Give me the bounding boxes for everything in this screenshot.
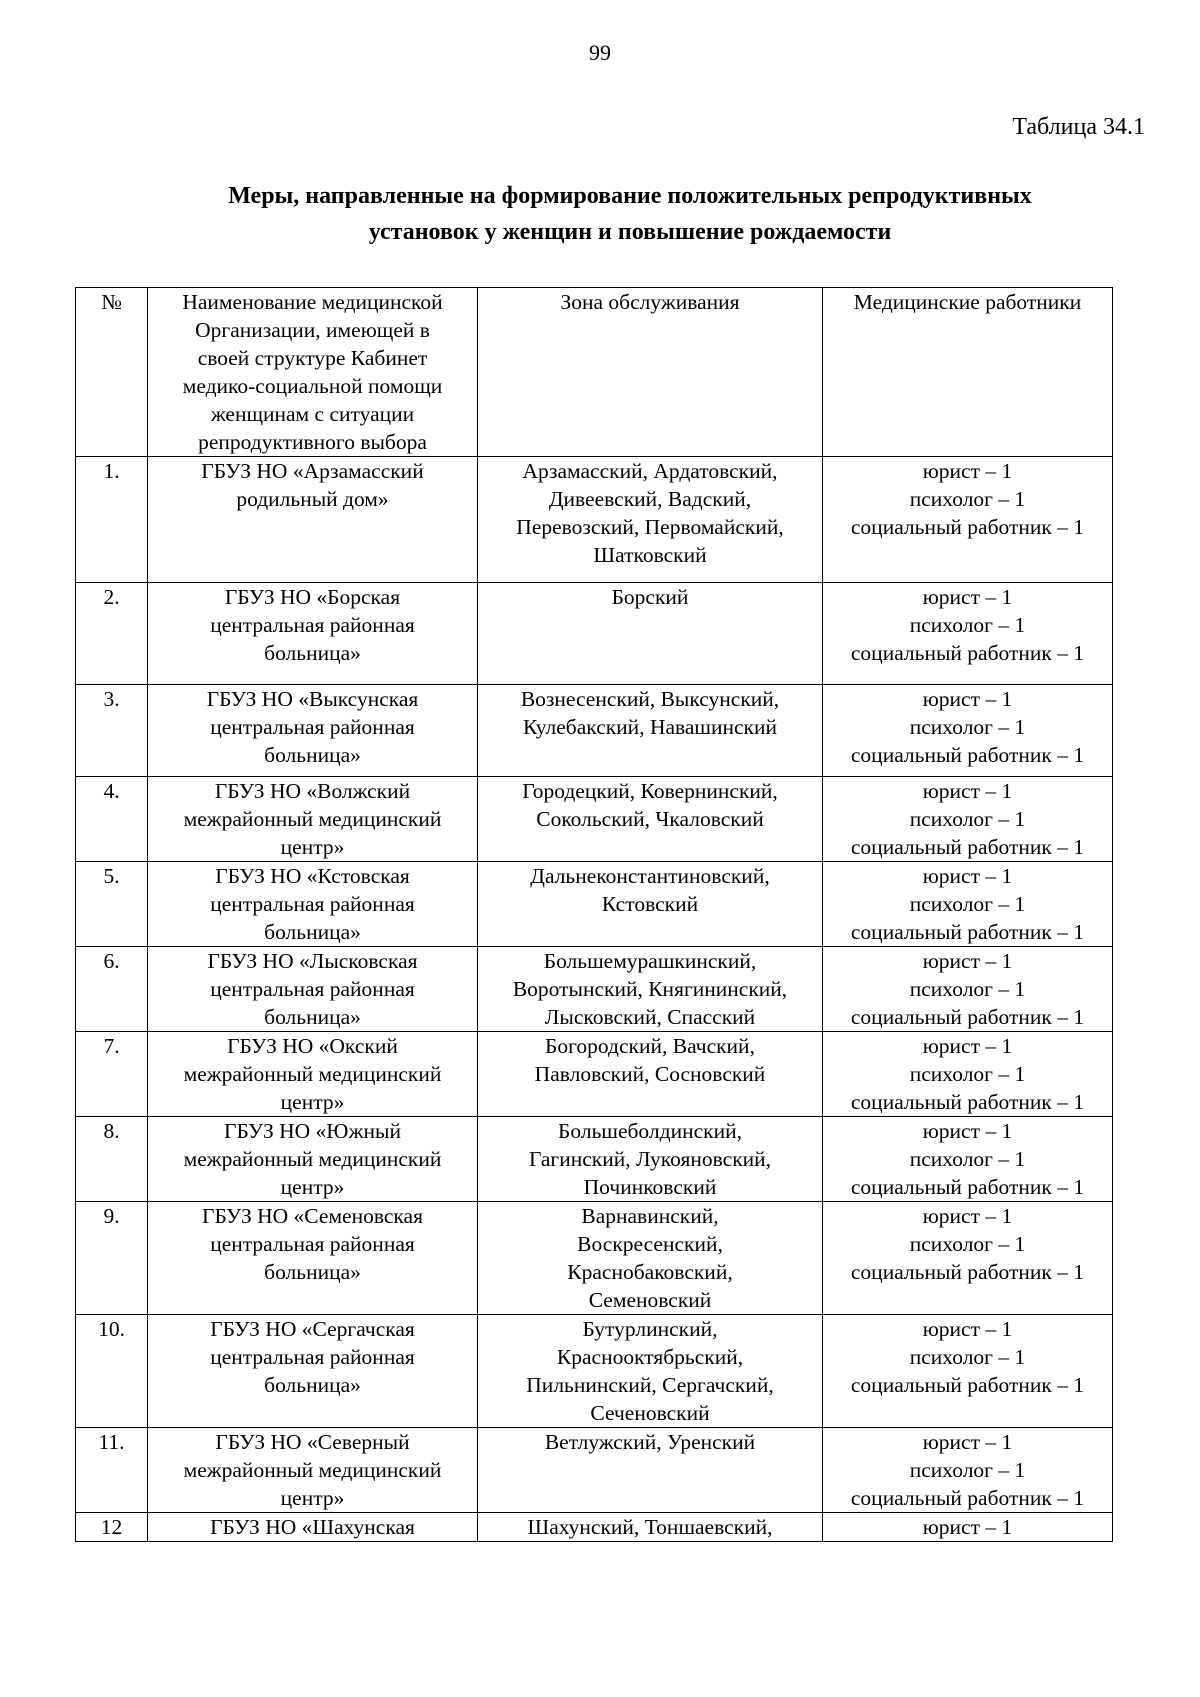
cell-line: 11. xyxy=(98,1430,125,1454)
cell-line: Шатковский xyxy=(593,543,707,567)
header-line: женщинам с ситуации xyxy=(210,402,415,426)
cell-line: социальный работник – 1 xyxy=(850,1175,1085,1199)
cell-line: социальный работник – 1 xyxy=(850,1260,1085,1284)
cell-line: Большеболдинский, xyxy=(558,1119,742,1143)
table-row xyxy=(76,1315,1113,1428)
cell-line: Арзамасский, Ардатовский, xyxy=(522,459,778,483)
header-line: № xyxy=(101,290,122,314)
cell-organization xyxy=(148,1513,478,1542)
table-row xyxy=(76,947,1113,1032)
header-line: Организации, имеющей в xyxy=(195,318,430,342)
cell-line: психолог – 1 xyxy=(909,613,1026,637)
cell-line: Лысковский, Спасский xyxy=(544,1005,756,1029)
cell-service-zone xyxy=(478,1032,823,1117)
table-row xyxy=(76,1202,1113,1315)
cell-line: центральная районная xyxy=(210,977,415,1001)
cell-line: психолог – 1 xyxy=(909,1062,1026,1086)
cell-line: 1. xyxy=(103,459,120,483)
cell-line: Воротынский, Княгининский, xyxy=(512,977,788,1001)
cell-line: Шахунский, Тоншаевский, xyxy=(527,1515,773,1539)
cell-number xyxy=(76,1428,148,1513)
cell-number xyxy=(76,583,148,685)
cell-line: юрист – 1 xyxy=(922,459,1013,483)
cell-line: юрист – 1 xyxy=(922,1204,1013,1228)
cell-service-zone xyxy=(478,1202,823,1315)
table-row xyxy=(76,1032,1113,1117)
cell-medical-staff xyxy=(823,1117,1113,1202)
cell-service-zone xyxy=(478,685,823,777)
cell-number xyxy=(76,862,148,947)
header-organization xyxy=(148,288,478,457)
cell-line: центр» xyxy=(280,1175,345,1199)
cell-organization xyxy=(148,1315,478,1428)
cell-line: межрайонный медицинский xyxy=(183,807,442,831)
cell-number xyxy=(76,1032,148,1117)
cell-medical-staff xyxy=(823,777,1113,862)
cell-line: больница» xyxy=(264,641,361,665)
cell-line: 2. xyxy=(103,585,120,609)
cell-line: центр» xyxy=(280,1090,345,1114)
cell-line: Воскресенский, xyxy=(577,1232,723,1256)
cell-line: центр» xyxy=(280,835,345,859)
cell-line: Гагинский, Лукояновский, xyxy=(528,1147,772,1171)
header-line: Медицинские работники xyxy=(853,290,1082,314)
cell-line: юрист – 1 xyxy=(922,949,1013,973)
page-number: 99 xyxy=(589,40,611,65)
cell-medical-staff xyxy=(823,1428,1113,1513)
header-line: Наименование медицинской xyxy=(182,290,443,314)
cell-service-zone xyxy=(478,777,823,862)
cell-line: центральная районная xyxy=(210,613,415,637)
cell-line: юрист – 1 xyxy=(922,864,1013,888)
cell-number xyxy=(76,1117,148,1202)
cell-line: ГБУЗ НО «Лысковская xyxy=(207,949,418,973)
header-line: репродуктивного выбора xyxy=(198,430,427,454)
cell-organization xyxy=(148,947,478,1032)
measures-table xyxy=(75,287,1113,1542)
cell-line: Сокольский, Чкаловский xyxy=(536,807,764,831)
cell-line: центральная районная xyxy=(210,715,415,739)
cell-organization xyxy=(148,777,478,862)
header-line: Зона обслуживания xyxy=(560,290,740,314)
title-line: Меры, направленные на формирование положительных репродуктивных xyxy=(228,183,1032,209)
cell-line: социальный работник – 1 xyxy=(850,920,1085,944)
table-row xyxy=(76,862,1113,947)
cell-line: Починковский xyxy=(583,1175,717,1199)
cell-service-zone xyxy=(478,862,823,947)
cell-line: 5. xyxy=(103,864,120,888)
cell-line: больница» xyxy=(264,1373,361,1397)
cell-line: психолог – 1 xyxy=(909,892,1026,916)
cell-service-zone xyxy=(478,947,823,1032)
cell-line: родильный дом» xyxy=(236,487,389,511)
cell-line: центральная районная xyxy=(210,1345,415,1369)
cell-line: социальный работник – 1 xyxy=(850,641,1085,665)
cell-line: психолог – 1 xyxy=(909,807,1026,831)
cell-line: юрист – 1 xyxy=(922,585,1013,609)
document-title xyxy=(140,178,1120,250)
cell-line: Дальнеконстантиновский, xyxy=(530,864,770,888)
cell-line: ГБУЗ НО «Арзамасский xyxy=(201,459,424,483)
table-row xyxy=(76,457,1113,583)
cell-medical-staff xyxy=(823,1513,1113,1542)
cell-line: психолог – 1 xyxy=(909,977,1026,1001)
cell-service-zone xyxy=(478,457,823,583)
cell-line: 7. xyxy=(103,1034,120,1058)
cell-number xyxy=(76,947,148,1032)
cell-line: межрайонный медицинский xyxy=(183,1062,442,1086)
cell-line: 3. xyxy=(103,687,120,711)
cell-line: ГБУЗ НО «Семеновская xyxy=(202,1204,423,1228)
cell-medical-staff xyxy=(823,1315,1113,1428)
cell-line: 6. xyxy=(103,949,120,973)
cell-line: ГБУЗ НО «Окский xyxy=(227,1034,398,1058)
cell-line: ГБУЗ НО «Южный xyxy=(224,1119,401,1143)
table-row xyxy=(76,1513,1113,1542)
cell-medical-staff xyxy=(823,947,1113,1032)
cell-organization xyxy=(148,583,478,685)
cell-line: больница» xyxy=(264,1260,361,1284)
cell-line: Дивеевский, Вадский, xyxy=(548,487,752,511)
cell-line: психолог – 1 xyxy=(909,715,1026,739)
cell-service-zone xyxy=(478,1428,823,1513)
header-medical-staff xyxy=(823,288,1113,457)
cell-line: Сеченовский xyxy=(590,1401,710,1425)
cell-number xyxy=(76,1315,148,1428)
cell-number xyxy=(76,1202,148,1315)
header-number xyxy=(76,288,148,457)
cell-line: больница» xyxy=(264,920,361,944)
cell-line: социальный работник – 1 xyxy=(850,1373,1085,1397)
cell-line: психолог – 1 xyxy=(909,1147,1026,1171)
cell-line: ГБУЗ НО «Шахунская xyxy=(210,1515,415,1539)
cell-number xyxy=(76,777,148,862)
cell-line: межрайонный медицинский xyxy=(183,1147,442,1171)
table-row xyxy=(76,583,1113,685)
cell-line: социальный работник – 1 xyxy=(850,743,1085,767)
cell-number xyxy=(76,457,148,583)
cell-medical-staff xyxy=(823,1202,1113,1315)
cell-organization xyxy=(148,457,478,583)
title-line: установок у женщин и повышение рождаемости xyxy=(368,219,892,245)
cell-service-zone xyxy=(478,1315,823,1428)
table-row xyxy=(76,777,1113,862)
table-row xyxy=(76,1428,1113,1513)
cell-line: Городецкий, Ковернинский, xyxy=(522,779,778,803)
cell-medical-staff xyxy=(823,862,1113,947)
cell-service-zone xyxy=(478,583,823,685)
table-label: Таблица 34.1 xyxy=(1012,114,1145,140)
cell-line: социальный работник – 1 xyxy=(850,1486,1085,1510)
cell-line: юрист – 1 xyxy=(922,687,1013,711)
header-line: своей структуре Кабинет xyxy=(197,346,428,370)
cell-line: ГБУЗ НО «Волжский xyxy=(214,779,411,803)
header-service-zone xyxy=(478,288,823,457)
table-header-row xyxy=(76,288,1113,457)
cell-line: социальный работник – 1 xyxy=(850,1005,1085,1029)
cell-line: ГБУЗ НО «Борская xyxy=(224,585,401,609)
cell-line: Бутурлинский, xyxy=(582,1317,718,1341)
cell-line: Вознесенский, Выксунский, xyxy=(520,687,780,711)
cell-line: 4. xyxy=(103,779,120,803)
cell-service-zone xyxy=(478,1513,823,1542)
cell-line: Павловский, Сосновский xyxy=(534,1062,766,1086)
cell-line: Семеновский xyxy=(588,1288,712,1312)
cell-line: ГБУЗ НО «Северный xyxy=(215,1430,410,1454)
cell-line: психолог – 1 xyxy=(909,1345,1026,1369)
cell-line: Кулебакский, Навашинский xyxy=(523,715,777,739)
table-row xyxy=(76,1117,1113,1202)
cell-medical-staff xyxy=(823,685,1113,777)
cell-line: Большемурашкинский, xyxy=(543,949,757,973)
cell-line: Перевозский, Первомайский, xyxy=(516,515,784,539)
cell-organization xyxy=(148,1428,478,1513)
cell-medical-staff xyxy=(823,457,1113,583)
cell-line: социальный работник – 1 xyxy=(850,1090,1085,1114)
cell-line: Краснооктябрьский, xyxy=(556,1345,744,1369)
header-line: медико-социальной помощи xyxy=(182,374,443,398)
cell-line: психолог – 1 xyxy=(909,1458,1026,1482)
table-body xyxy=(76,457,1113,1542)
cell-line: 8. xyxy=(103,1119,120,1143)
cell-line: социальный работник – 1 xyxy=(850,835,1085,859)
cell-organization xyxy=(148,1117,478,1202)
cell-organization xyxy=(148,685,478,777)
cell-line: ГБУЗ НО «Выксунская xyxy=(206,687,419,711)
table-row xyxy=(76,685,1113,777)
cell-line: психолог – 1 xyxy=(909,1232,1026,1256)
cell-line: социальный работник – 1 xyxy=(850,515,1085,539)
cell-line: 12 xyxy=(100,1515,123,1539)
cell-line: межрайонный медицинский xyxy=(183,1458,442,1482)
cell-line: психолог – 1 xyxy=(909,487,1026,511)
cell-line: ГБУЗ НО «Кстовская xyxy=(215,864,410,888)
cell-organization xyxy=(148,862,478,947)
cell-line: больница» xyxy=(264,743,361,767)
cell-line: Краснобаковский, xyxy=(567,1260,733,1284)
cell-line: Богородский, Вачский, xyxy=(545,1034,755,1058)
cell-line: юрист – 1 xyxy=(922,1034,1013,1058)
cell-line: Кстовский xyxy=(601,892,699,916)
cell-line: больница» xyxy=(264,1005,361,1029)
cell-line: Пильнинский, Сергачский, xyxy=(526,1373,774,1397)
cell-line: юрист – 1 xyxy=(922,1317,1013,1341)
cell-number xyxy=(76,685,148,777)
cell-line: центр» xyxy=(280,1486,345,1510)
cell-line: юрист – 1 xyxy=(922,1119,1013,1143)
cell-line: Варнавинский, xyxy=(581,1204,719,1228)
cell-line: Борский xyxy=(611,585,689,609)
cell-line: 9. xyxy=(103,1204,120,1228)
cell-line: центральная районная xyxy=(210,892,415,916)
cell-line: ГБУЗ НО «Сергачская xyxy=(210,1317,415,1341)
cell-line: центральная районная xyxy=(210,1232,415,1256)
cell-organization xyxy=(148,1202,478,1315)
cell-number xyxy=(76,1513,148,1542)
cell-line: Ветлужский, Уренский xyxy=(544,1430,756,1454)
cell-service-zone xyxy=(478,1117,823,1202)
cell-organization xyxy=(148,1032,478,1117)
cell-medical-staff xyxy=(823,583,1113,685)
cell-medical-staff xyxy=(823,1032,1113,1117)
cell-line: юрист – 1 xyxy=(922,1430,1013,1454)
cell-line: юрист – 1 xyxy=(922,779,1013,803)
cell-line: 10. xyxy=(98,1317,125,1341)
cell-line: юрист – 1 xyxy=(922,1515,1013,1539)
